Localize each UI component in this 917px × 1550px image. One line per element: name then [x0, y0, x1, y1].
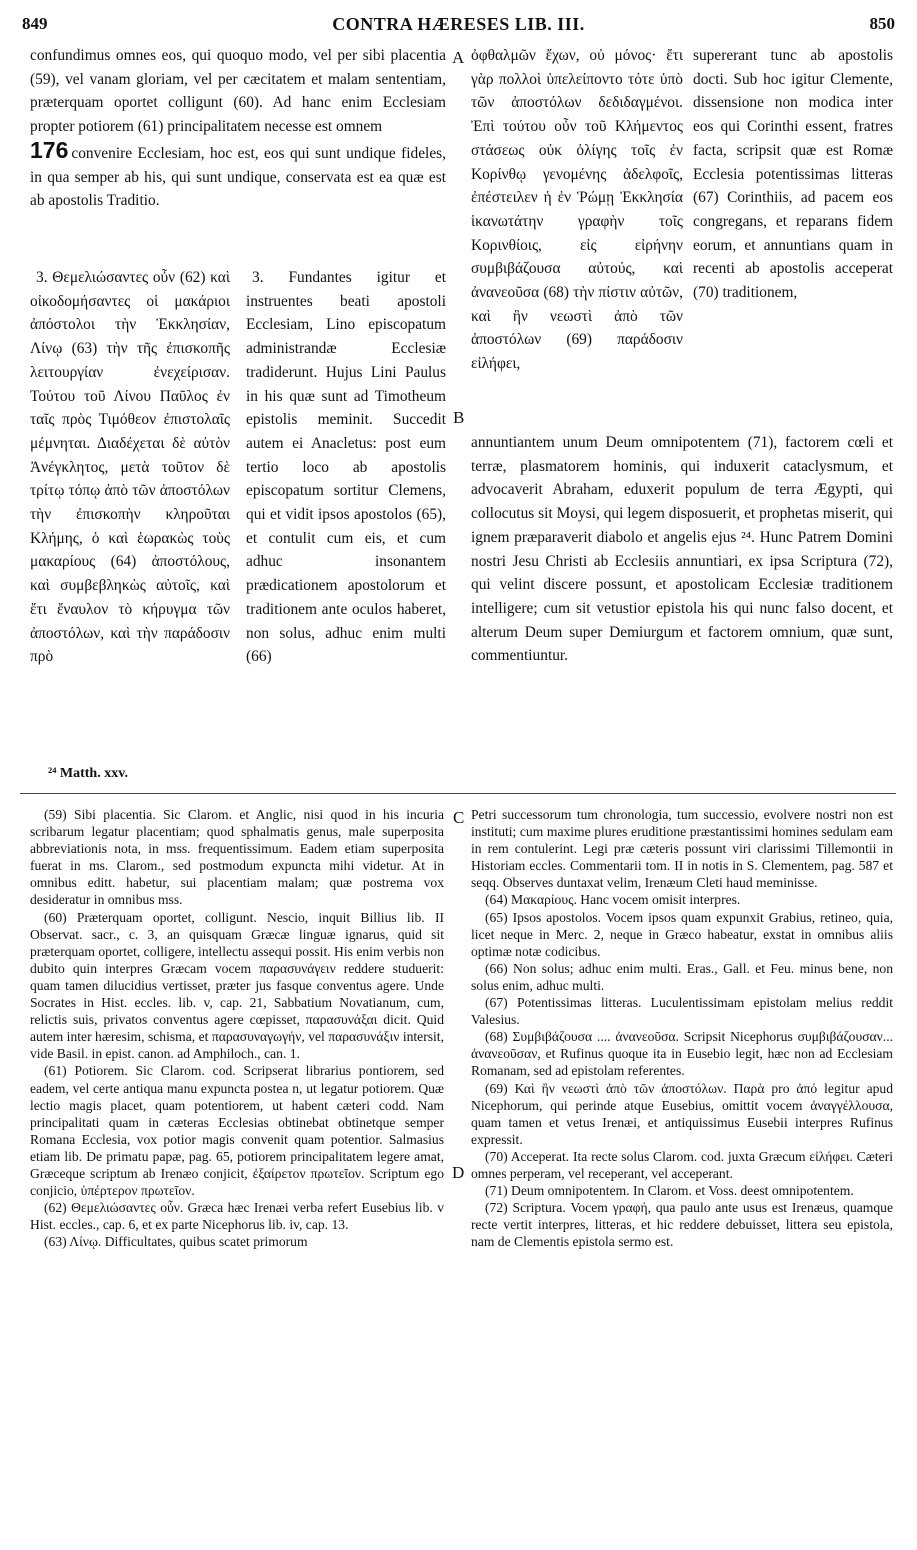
note-69: (69) Καὶ ἣν νεωστὶ ἀπὸ τῶν ἀποστόλων. Παρὰ pro ἀπό legitur apud Nicephorum, qui perinde atque Eusebius, omittit vocem ἀναγγέλλουσα, quam tamen et vetus Irenæi, et antiquissimus Eusebii interpres Rufinus expressit.: [471, 1080, 893, 1147]
note-65: (65) Ipsos apostolos. Vocem ipsos quam expunxit Grabius, retineo, quia, licet neque in Merc. 2, neque in Græco habeatur, exstat in omnibus aliis optimæ notæ codicibus.: [471, 909, 893, 959]
continuation-text: annuntiantem unum Deum omnipotentem (71), factorem cœli et terræ, plasmatorem hominis, qui induxerit cataclysmum, et advocaverit Abraham, eduxerit populum de terra Ægypti, qui collocutus sit Moysi, qui legem disposuerit, et prophetas miserit, qui ignem præparaverit diabolo et angelis ejus ²⁴. Hunc Patrem Domini nostri Jesu Christi ab Ecclesiis annuntiari, ex ipsa Scriptura (72), qui velint discere possunt, et apostolicam Ecclesiæ traditionem intelligere; cum sit vetustior epistola his qui nunc falso docent, et alterum Deum super Demiurgum et factorem omnium, quæ sunt, commentiuntur.: [471, 434, 893, 665]
note-61: (61) Potiorem. Sic Clarom. cod. Scripserat librarius pontiorem, sed eadem, vel certe antiqua manu expuncta postea n, ut legatur potiorem. Quæ lectio magis placet, quam potentiorem, ut habent cæteri codd. Nam principalitati quam in cæteras Ecclesias obtinebat obtinetque semper Romana Ecclesia, vox potior magis convenit quam potentior. Salmasius etiam lib. De primatu papæ, pag. 65, potiorem principalitatem legere amat, Græceque scriptum ab Irenæo conjicit, ἐξαίρετον πρωτεῖον. Scriptum ego conjicio, ὑπέρτερον πρωτεῖον.: [30, 1063, 444, 1199]
margin-letter-d: D: [452, 1163, 465, 1182]
note-68: (68) Συμβιβάζουσα .... ἀνανεοῦσα. Scripsit Nicephorus συμβιβάζουσαν... ἀνανεοῦσαν, et Rufinus quoque ita in Eusebio legit, hæc non ad Ecclesiam Romanam, sed ad epistolam referentes.: [471, 1029, 893, 1079]
note-72: (72) Scriptura. Vocem γραφή, qua paulo ante usus est Irenæus, quamque recte vertit interpres, litteras, et hic reddere debuisset, littera seu epistola, nam de Clementis epistola sermo est.: [471, 1200, 893, 1250]
page-number-left: 849: [22, 14, 48, 33]
section-number: 176: [30, 136, 69, 163]
latin-paragraph-2-text: convenire Ecclesiam, hoc est, eos qui sunt undique fideles, in qua semper ab his, qui sunt undique, conservata est ea quæ est ab apostolis Traditio.: [30, 144, 446, 210]
latin-paragraph-2: [30, 136, 446, 213]
greek-column: 3. Θεμελιώσαντες οὖν (62) καὶ οἰκοδομήσαντες οἱ μακάριοι ἀπόστολοι τὴν Ἐκκλησίαν, Λίνῳ (63) τὴν τῆς ἐπισκοπῆς λειτουργίαν ἐνεχείρισαν. Τούτου τοῦ Λίνου Παῦλος ἐν ταῖς πρὸς Τιμόθεον ἐπιστολαῖς μέμνηται. Διαδέχεται δὲ αὐτὸν Ἀνέγκλητος, μετὰ τοῦτον δὲ τρίτῳ τόπῳ ἀπὸ τῶν ἀποστόλων τὴν ἐπισκοπὴν κληροῦται Κλήμης, ὁ καὶ ἑωρακὼς τοὺς μακαρίους (64) ἀποστόλους, καὶ συμβεβληκὼς αὐτοῖς, καὶ ἔτι ἔναυλον τὸ κήρυγμα τῶν ἀποστόλων, καὶ τὴν παράδοσιν πρὸ: [30, 269, 230, 666]
margin-letter-c: C: [453, 808, 465, 827]
note-59: (59) Sibi placentia. Sic Clarom. et Anglic, nisi quod in his incuria scribarum legatur placentiam; quod sphalmatis genus, male superposita abbreviationis nota, in mss. frequentissimum. Eadem etiam superposita fuerat in ms. Clarom., sed postmodum expuncta mihi videtur. At in omnibus editt. habetur, sui placentiam malam; quæ postrema vox desideratur in omnibus mss.: [30, 807, 444, 908]
note-63-continued: Petri successorum tum chronologia, tum successio, evolvere nostri non est instituti; cum maxime plures eruditione præstantissimi homines sedulam eam in rem contulerint. Legi præ cæteris possunt viri clarissimi Tillemontii in Historiam eccles. Commentarii tom. II in notis in S. Clementem, pag. 587 et seqq. Observes duntaxat velim, Irenæum Cleti haud meminisse.: [471, 807, 893, 891]
note-66: (66) Non solus; adhuc enim multi. Eras., Gall. et Feu. minus bene, non solus enim, adhuc multi.: [471, 960, 893, 993]
latin-column-right: supererant tunc ab apostolis docti. Sub hoc igitur Clemente, dissensione non modica inter eos qui Corinthi essent, fratres facta, scripsit quæ est Romæ Ecclesia potentissimas litteras (67) Corinthiis, ad pacem eos congregans, et reparans fidem eorum, et annuntians quam in recenti ab apostolis acceperat (70) traditionem,: [693, 47, 893, 302]
greek-column-right: ὀφθαλμῶν ἔχων, οὐ μόνος· ἔτι γὰρ πολλοὶ ὑπελείποντο τότε ὑπὸ τῶν ἀποστόλων δεδιδαγμένοι. Ἐπὶ τούτου οὖν τοῦ Κλήμεντος στάσεως οὐκ ὀλίγης τοῖς ἐν Κορίνθῳ γενομένης ἀδελφοῖς, ἐπέστειλεν ἡ ἐν Ῥώμῃ Ἐκκλησία ἱκανωτάτην γραφὴν τοῖς Κορινθίοις, εἰς εἰρήνην συμβιβάζουσα αὐτούς, καὶ ἀνανεοῦσα (68) τὴν πίστιν αὐτῶν, καὶ ἣν νεωστὶ ἀπὸ τῶν ἀποστόλων (69) παράδοσιν εἰλήφει,: [471, 47, 683, 373]
margin-letter-a: A: [452, 48, 465, 67]
note-60: (60) Præterquam oportet, colligunt. Nescio, inquit Billius lib. II Observat. sacr., c. 3, an quisquam Græcæ linguæ ignarus, quid sit præterquam oportet, colligere, intellectu assequi possit. His enim verbis non dubito quin interpres Græcam vocem παρασυνάγειν reddere studuerit: quam tamen dilucidius vertisset, præter jus fasque conventus agere. Unde Socrates in Hist. eccles. lib. v, cap. 21, Sabbatium Novatianum, cum, relictis suis, privatos conventus agere cœpisset, παρασυνάξαι dicit. Quid autem inter hæresim, schisma, et παρασυναγωγήν, vel παρασυνάξιν intersit, vide Basil. in epist. canon. ad Amphiloch., can. 1.: [30, 909, 444, 1062]
margin-letter-b: B: [453, 408, 465, 427]
note-62: (62) Θεμελιώσαντες οὖν. Græca hæc Irenæi verba refert Eusebius lib. v Hist. eccles., cap. 6, et ex parte Nicephorus lib. iv, cap. 13.: [30, 1200, 444, 1233]
scripture-reference: ²⁴ Matth. xxv.: [48, 766, 128, 781]
top-latin-passage: [30, 44, 446, 213]
note-64: (64) Μακαρίους. Hanc vocem omisit interpres.: [485, 892, 741, 908]
notes-left-column: [30, 806, 444, 1250]
notes-right-column: [471, 806, 893, 1250]
notes-divider: [20, 793, 896, 794]
running-title: CONTRA HÆRESES LIB. III.: [332, 14, 585, 34]
note-67: (67) Potentissimas litteras. Luculentissimam epistolam melius reddit Valesius.: [471, 995, 893, 1028]
latin-column: 3. Fundantes igitur et instruentes beati apostoli Ecclesiam, Lino episcopatum administrandæ Ecclesiæ tradiderunt. Hujus Lini Paulus in his quæ sunt ad Timotheum epistolis meminit. Succedit autem ei Anacletus: post eum tertio loco ab apostolis episcopatum sortitur Clemens, qui et vidit ipsos apostolos (65), et contulit cum eis, et cum adhuc insonantem prædicationem apostolorum et traditionem ante oculos haberet, non solus, adhuc enim multi (66): [246, 269, 446, 666]
note-63: (63) Λίνῳ. Difficultates, quibus scatet primorum: [44, 1234, 308, 1250]
latin-paragraph-1: confundimus omnes eos, qui quoquo modo, vel per sibi placentia (59), vel vanam gloriam, vel per cæcitatem et malam sententiam, præterquam oportet colligunt (60). Ad hanc enim Ecclesiam propter potiorem (61) principalitatem necesse est omnem: [30, 47, 446, 136]
note-71: (71) Deum omnipotentem. In Clarom. et Voss. deest omnipotentem.: [485, 1183, 854, 1199]
note-70: (70) Acceperat. Ita recte solus Clarom. cod. juxta Græcum εἰλήφει. Cæteri omnes perperam, vel receperant, vel acceperant.: [471, 1148, 893, 1181]
page-number-right: 850: [869, 14, 895, 33]
